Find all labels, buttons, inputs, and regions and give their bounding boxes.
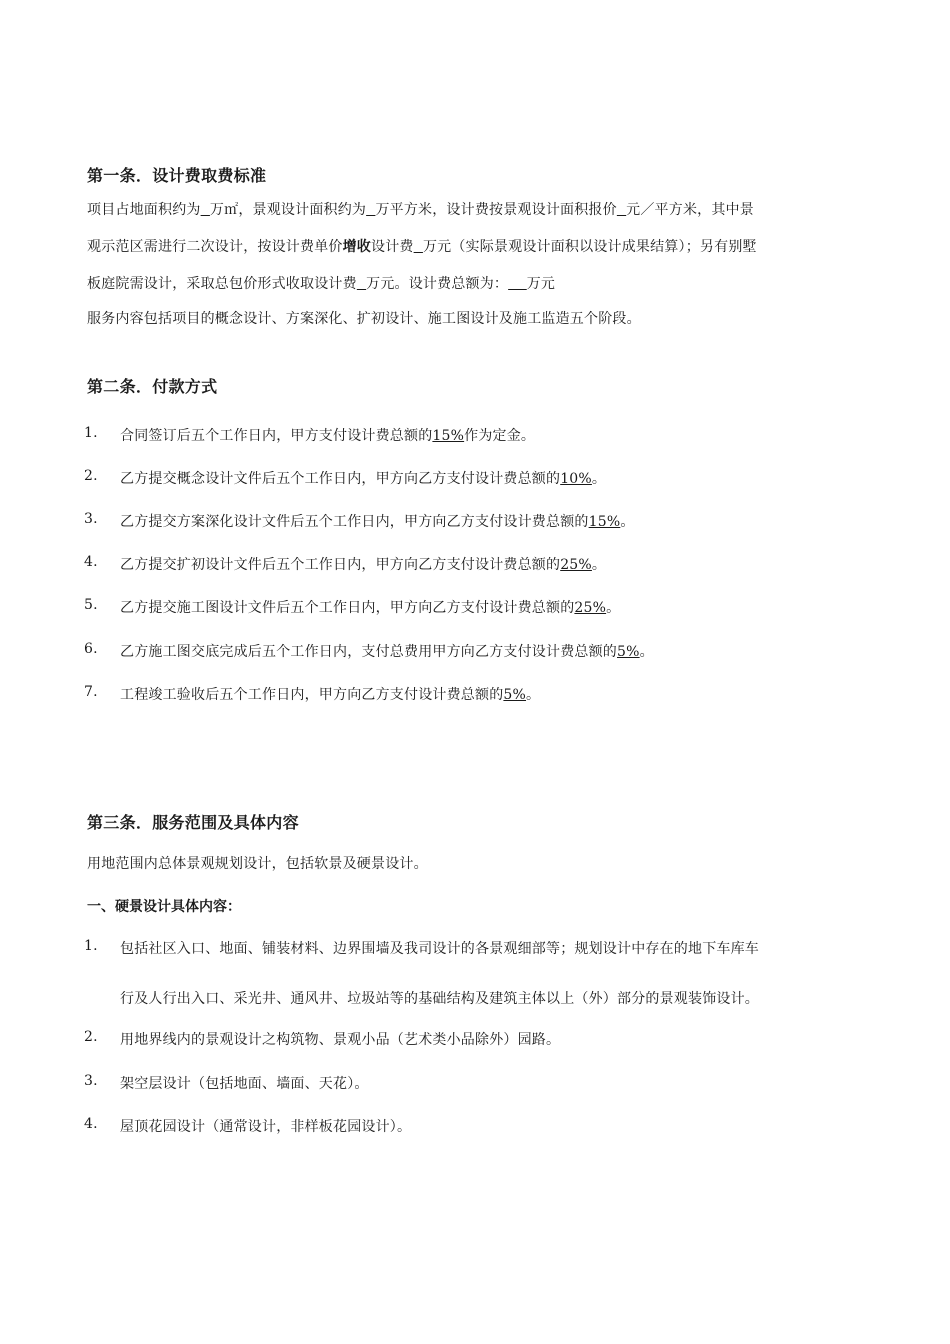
percentage-value: 25% [574, 600, 607, 616]
list-item-number: 5. [84, 597, 98, 613]
section-1-line-1: 项目占地面积约为 万㎡，景观设计面积约为 万平方米，设计费按景观设计面积报价 元／平方米，其中景 [87, 202, 754, 218]
section-2-heading: 第二条．付款方式 [87, 377, 218, 396]
percentage-value: 15% [432, 428, 465, 444]
list-item-text: 用地界线内的景观设计之构筑物、景观小品（艺术类小品除外）园路。 [120, 1032, 561, 1048]
list-item-text: 乙方提交概念设计文件后五个工作日内，甲方向乙方支付设计费总额的10%。 [120, 471, 607, 487]
list-item-text: 架空层设计（包括地面、墙面、天花）。 [120, 1076, 369, 1092]
list-item-number: 3. [84, 511, 98, 527]
hardscape-subheading: 一、硬景设计具体内容： [87, 899, 241, 915]
list-item-text: 合同签订后五个工作日内，甲方支付设计费总额的15%作为定金。 [120, 428, 536, 444]
list-item-text-continuation: 行及人行出入口、采光井、通风井、垃圾站等的基础结构及建筑主体以上（外）部分的景观装饰设计。 [120, 991, 759, 1007]
list-item-text: 乙方提交施工图设计文件后五个工作日内，甲方向乙方支付设计费总额的25%。 [120, 600, 621, 616]
percentage-value: 10% [560, 471, 592, 487]
list-item-text: 乙方提交扩初设计文件后五个工作日内，甲方向乙方支付设计费总额的25%。 [120, 557, 607, 573]
list-item-number: 2. [84, 468, 98, 484]
section-3-intro: 用地范围内总体景观规划设计，包括软景及硬景设计。 [87, 856, 428, 872]
list-item-text: 乙方施工图交底完成后五个工作日内，支付总费用甲方向乙方支付设计费总额的5%。 [120, 644, 654, 660]
list-item-text: 乙方提交方案深化设计文件后五个工作日内，甲方向乙方支付设计费总额的15%。 [120, 514, 635, 530]
percentage-value: 15% [588, 514, 621, 530]
list-item-number: 2. [84, 1029, 98, 1045]
section-1-heading: 第一条．设计费取费标准 [87, 166, 267, 185]
list-item-number: 4. [84, 554, 98, 570]
section-1-line-2: 观示范区需进行二次设计，按设计费单价增收设计费 万元（实际景观设计面积以设计成果结算）；另有别墅 [87, 239, 757, 255]
list-item-number: 3. [84, 1073, 98, 1089]
list-item-text: 工程竣工验收后五个工作日内，甲方向乙方支付设计费总额的5%。 [120, 687, 541, 703]
list-item-number: 1. [84, 938, 98, 954]
list-item-number: 4. [84, 1116, 98, 1132]
list-item-number: 1. [84, 425, 98, 441]
percentage-value: 5% [503, 687, 527, 703]
section-1-line-4: 服务内容包括项目的概念设计、方案深化、扩初设计、施工图设计及施工监造五个阶段。 [87, 311, 641, 327]
section-3-heading: 第三条．服务范围及具体内容 [87, 813, 299, 832]
list-item-text: 包括社区入口、地面、铺装材料、边界围墙及我司设计的各景观细部等；规划设计中存在的地下车库车 [120, 941, 759, 957]
percentage-value: 25% [560, 557, 592, 573]
list-item-text: 屋顶花园设计（通常设计，非样板花园设计）。 [120, 1119, 412, 1135]
list-item-number: 7. [84, 684, 98, 700]
section-1-line-3: 板庭院需设计，采取总包价形式收取设计费 万元。设计费总额为： 万元 [87, 276, 556, 292]
list-item-number: 6. [84, 641, 98, 657]
percentage-value: 5% [617, 644, 640, 660]
